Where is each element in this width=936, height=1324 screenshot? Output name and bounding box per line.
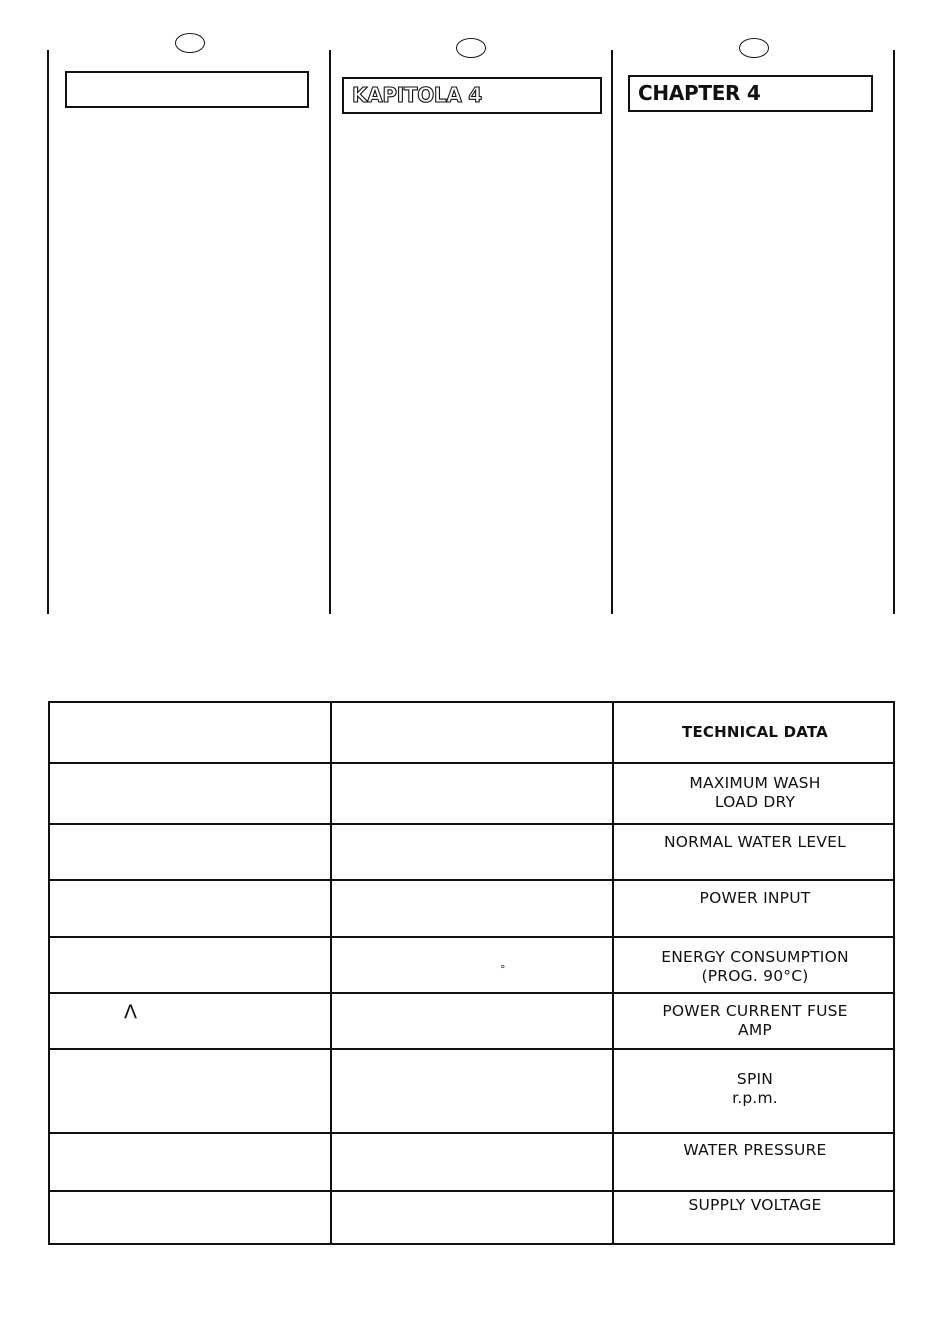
- table-row-label: ENERGY CONSUMPTION (PROG. 90°C): [661, 948, 849, 985]
- table-row-label: NORMAL WATER LEVEL: [663, 833, 846, 851]
- chapter-title-box-2: KAPITOLA 4: [342, 77, 602, 114]
- table-row-divider: [50, 992, 893, 994]
- table-row-divider: [50, 1048, 893, 1050]
- caret-mark: Λ: [124, 1001, 137, 1023]
- table-row-divider: [50, 1190, 893, 1192]
- table-row-label: MAXIMUM WASH LOAD DRY: [689, 774, 821, 811]
- chapter-title-box-1: [65, 71, 309, 108]
- language-circle-2: [456, 38, 486, 58]
- table-header-technical-data: TECHNICAL DATA: [682, 723, 828, 741]
- table-row-divider: [50, 762, 893, 764]
- column-divider-2: [611, 50, 613, 614]
- table-row-label: SUPPLY VOLTAGE: [688, 1196, 822, 1214]
- technical-data-table: [48, 701, 895, 1245]
- table-row-divider: [50, 823, 893, 825]
- table-row-label: POWER CURRENT FUSE AMP: [662, 1002, 848, 1039]
- chapter-title-box-3: CHAPTER 4: [628, 75, 873, 112]
- language-circle-3: [739, 38, 769, 58]
- table-row-divider: [50, 879, 893, 881]
- table-row-divider: [50, 936, 893, 938]
- table-row-label: WATER PRESSURE: [683, 1141, 827, 1159]
- language-circle-1: [175, 33, 205, 53]
- degree-mark: °: [500, 963, 506, 976]
- table-row-label: POWER INPUT: [699, 889, 811, 907]
- table-row-divider: [50, 1132, 893, 1134]
- table-column-divider-2: [612, 703, 614, 1243]
- column-divider-left: [47, 50, 49, 614]
- table-column-divider-1: [330, 703, 332, 1243]
- column-divider-right: [893, 50, 895, 614]
- table-row-label: SPIN r.p.m.: [732, 1070, 778, 1107]
- column-divider-1: [329, 50, 331, 614]
